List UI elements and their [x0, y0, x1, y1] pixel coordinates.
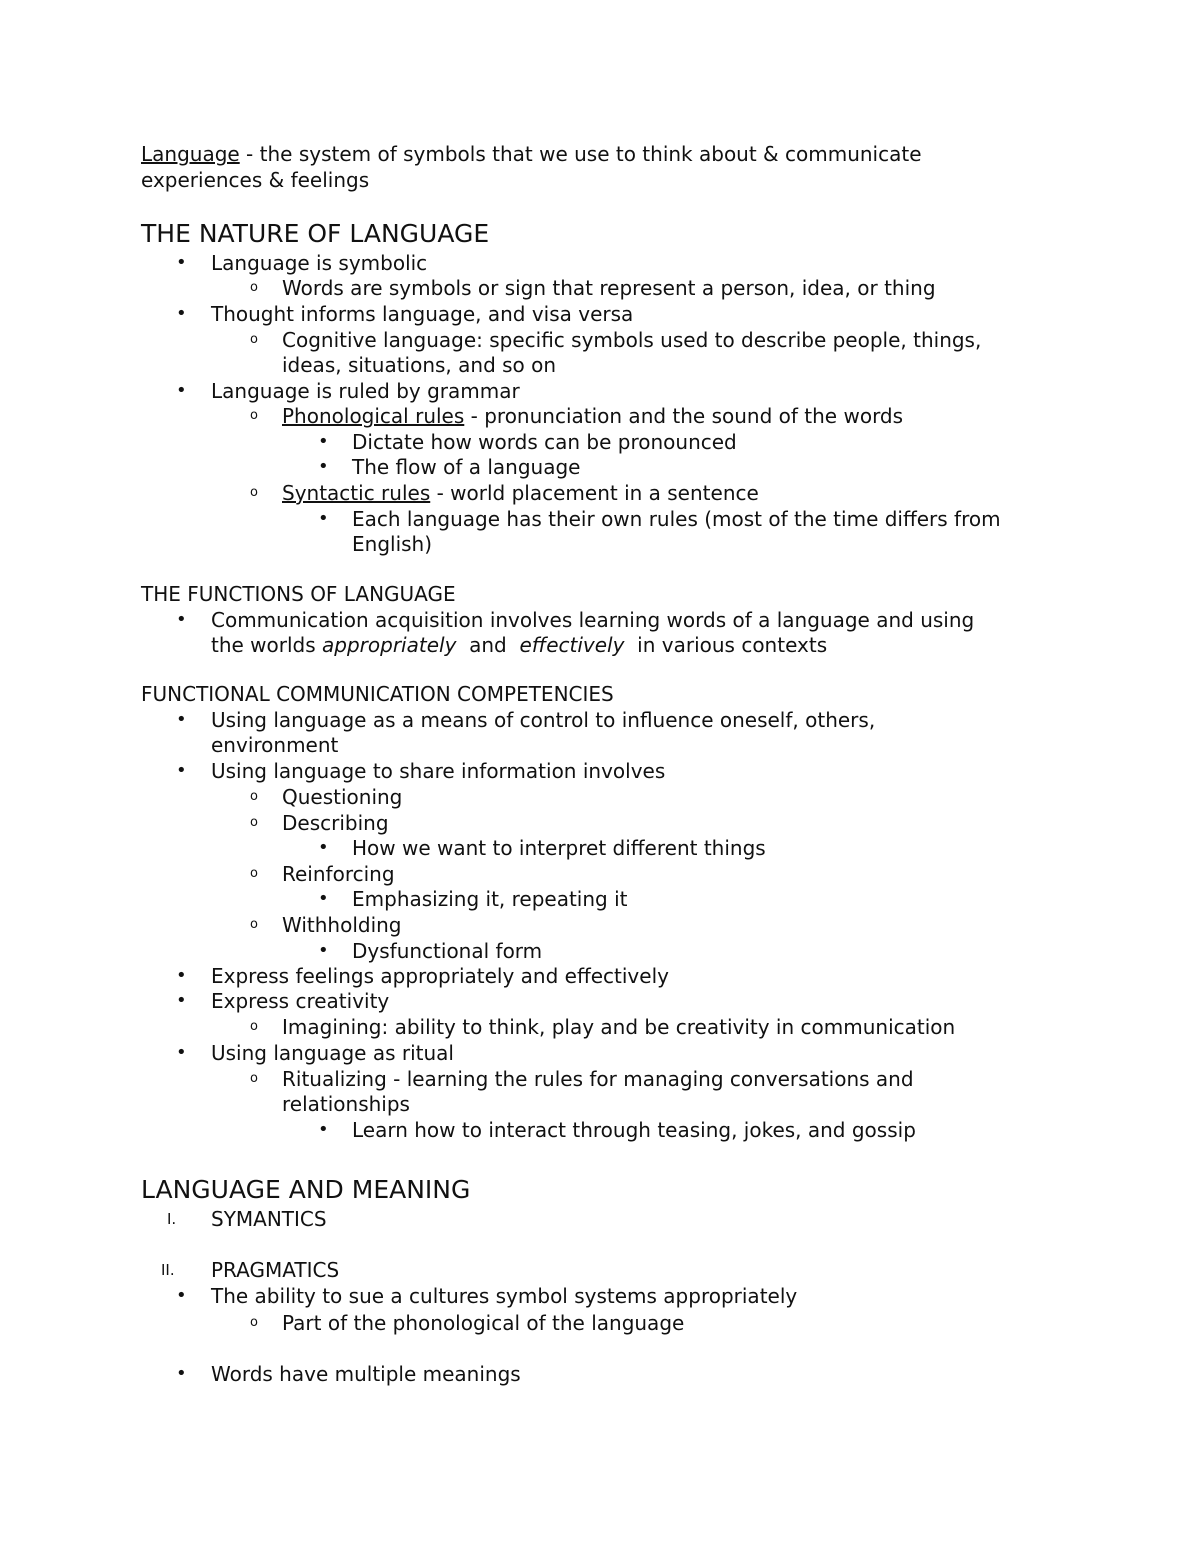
bullet-marker: • [318, 837, 329, 858]
bullet-marker: • [318, 431, 329, 452]
bullet-marker: • [176, 760, 187, 781]
list-item: II. PRAGMATICS [161, 1258, 340, 1282]
bullet-marker: • [176, 965, 187, 986]
list-item: • Express feelings appropriately and effectively [176, 964, 669, 988]
bullet-marker: • [176, 252, 187, 273]
circle-marker: o [250, 1019, 258, 1034]
list-item: • Communication acquisition involves learning words of a language and using [176, 608, 975, 632]
list-item: o Withholding [250, 913, 402, 937]
list-item: • Language is symbolic [176, 251, 428, 275]
list-item: • Emphasizing it, repeating it [318, 887, 628, 911]
bullet-marker: • [318, 888, 329, 909]
definition-line [0, 141, 1200, 167]
list-item: • Words have multiple meanings [176, 1362, 521, 1386]
definition-line [0, 167, 1200, 193]
circle-marker: o [250, 332, 258, 347]
list-item: • Using language as ritual [176, 1041, 454, 1065]
emphasis-effectively: effectively [519, 633, 625, 657]
bullet-marker: • [176, 990, 187, 1011]
list-item: I. SYMANTICS [167, 1207, 327, 1231]
bullet-marker: • [176, 1042, 187, 1063]
heading-text: FUNCTIONAL COMMUNICATION COMPETENCIES [141, 682, 614, 706]
circle-marker: o [250, 815, 258, 830]
list-item: • Dysfunctional form [318, 939, 543, 963]
circle-marker: o [250, 408, 258, 423]
list-item-continuation: the worlds appropriately and effectively in various contexts [211, 633, 828, 657]
list-item: • Express creativity [176, 989, 390, 1013]
list-item: • How we want to interpret different things [318, 836, 766, 860]
list-item: o Phonological rules - pronunciation and the sound of the words [250, 404, 904, 428]
roman-numeral: II. [161, 1261, 175, 1279]
bullet-marker: • [176, 1363, 187, 1384]
list-item: o Describing [250, 811, 389, 835]
section-heading [0, 219, 1200, 249]
list-item-continuation: environment [211, 733, 339, 757]
list-item-continuation: relationships [282, 1092, 410, 1116]
circle-marker: o [250, 485, 258, 500]
circle-marker: o [250, 1315, 258, 1330]
list-item-continuation: ideas, situations, and so on [282, 353, 557, 377]
list-item: o Syntactic rules - world placement in a sentence [250, 481, 759, 505]
section-heading [0, 581, 1200, 607]
circle-marker: o [250, 917, 258, 932]
bullet-marker: • [318, 456, 329, 477]
list-item: • Dictate how words can be pronounced [318, 430, 737, 454]
heading-text: LANGUAGE AND MEANING [141, 1175, 471, 1204]
heading-text: THE FUNCTIONS OF LANGUAGE [141, 582, 456, 606]
bullet-marker: • [318, 940, 329, 961]
bullet-marker: • [176, 709, 187, 730]
list-item: • The ability to sue a cultures symbol systems appropriately [176, 1284, 798, 1308]
list-item: o Imagining: ability to think, play and be creativity in communication [250, 1015, 956, 1039]
definition-text: - the system of symbols that we use to think about & communicate [239, 142, 922, 166]
section-heading [0, 681, 1200, 707]
section-heading [0, 1175, 1200, 1205]
list-item: o Words are symbols or sign that represent a person, idea, or thing [250, 276, 936, 300]
bullet-marker: • [176, 303, 187, 324]
list-item: o Cognitive language: specific symbols used to describe people, things, [250, 328, 982, 352]
bullet-marker: • [176, 609, 187, 630]
circle-marker: o [250, 866, 258, 881]
bullet-marker: • [176, 1285, 187, 1306]
definition-text: experiences & feelings [141, 168, 370, 192]
emphasis-appropriately: appropriately [322, 633, 457, 657]
list-item: • Language is ruled by grammar [176, 379, 520, 403]
circle-marker: o [250, 280, 258, 295]
list-item-continuation: English) [352, 532, 433, 556]
list-item: • Learn how to interact through teasing, jokes, and gossip [318, 1118, 916, 1142]
list-item: • Each language has their own rules (most of the time differs from [318, 507, 1001, 531]
roman-numeral: I. [167, 1210, 177, 1228]
list-item: o Questioning [250, 785, 403, 809]
list-item: • The flow of a language [318, 455, 581, 479]
bullet-marker: • [318, 508, 329, 529]
term-syntactic-rules: Syntactic rules [282, 481, 431, 505]
term-phonological-rules: Phonological rules [282, 404, 465, 428]
list-item: • Using language to share information involves [176, 759, 666, 783]
list-item: o Part of the phonological of the language [250, 1311, 685, 1335]
list-item: o Ritualizing - learning the rules for managing conversations and [250, 1067, 914, 1091]
list-item: • Using language as a means of control to influence oneself, others, [176, 708, 876, 732]
definition-term: Language [141, 142, 240, 166]
bullet-marker: • [176, 380, 187, 401]
bullet-marker: • [318, 1119, 329, 1140]
circle-marker: o [250, 1071, 258, 1086]
heading-text: THE NATURE OF LANGUAGE [141, 219, 490, 248]
circle-marker: o [250, 789, 258, 804]
list-item: o Reinforcing [250, 862, 395, 886]
list-item: • Thought informs language, and visa versa [176, 302, 634, 326]
